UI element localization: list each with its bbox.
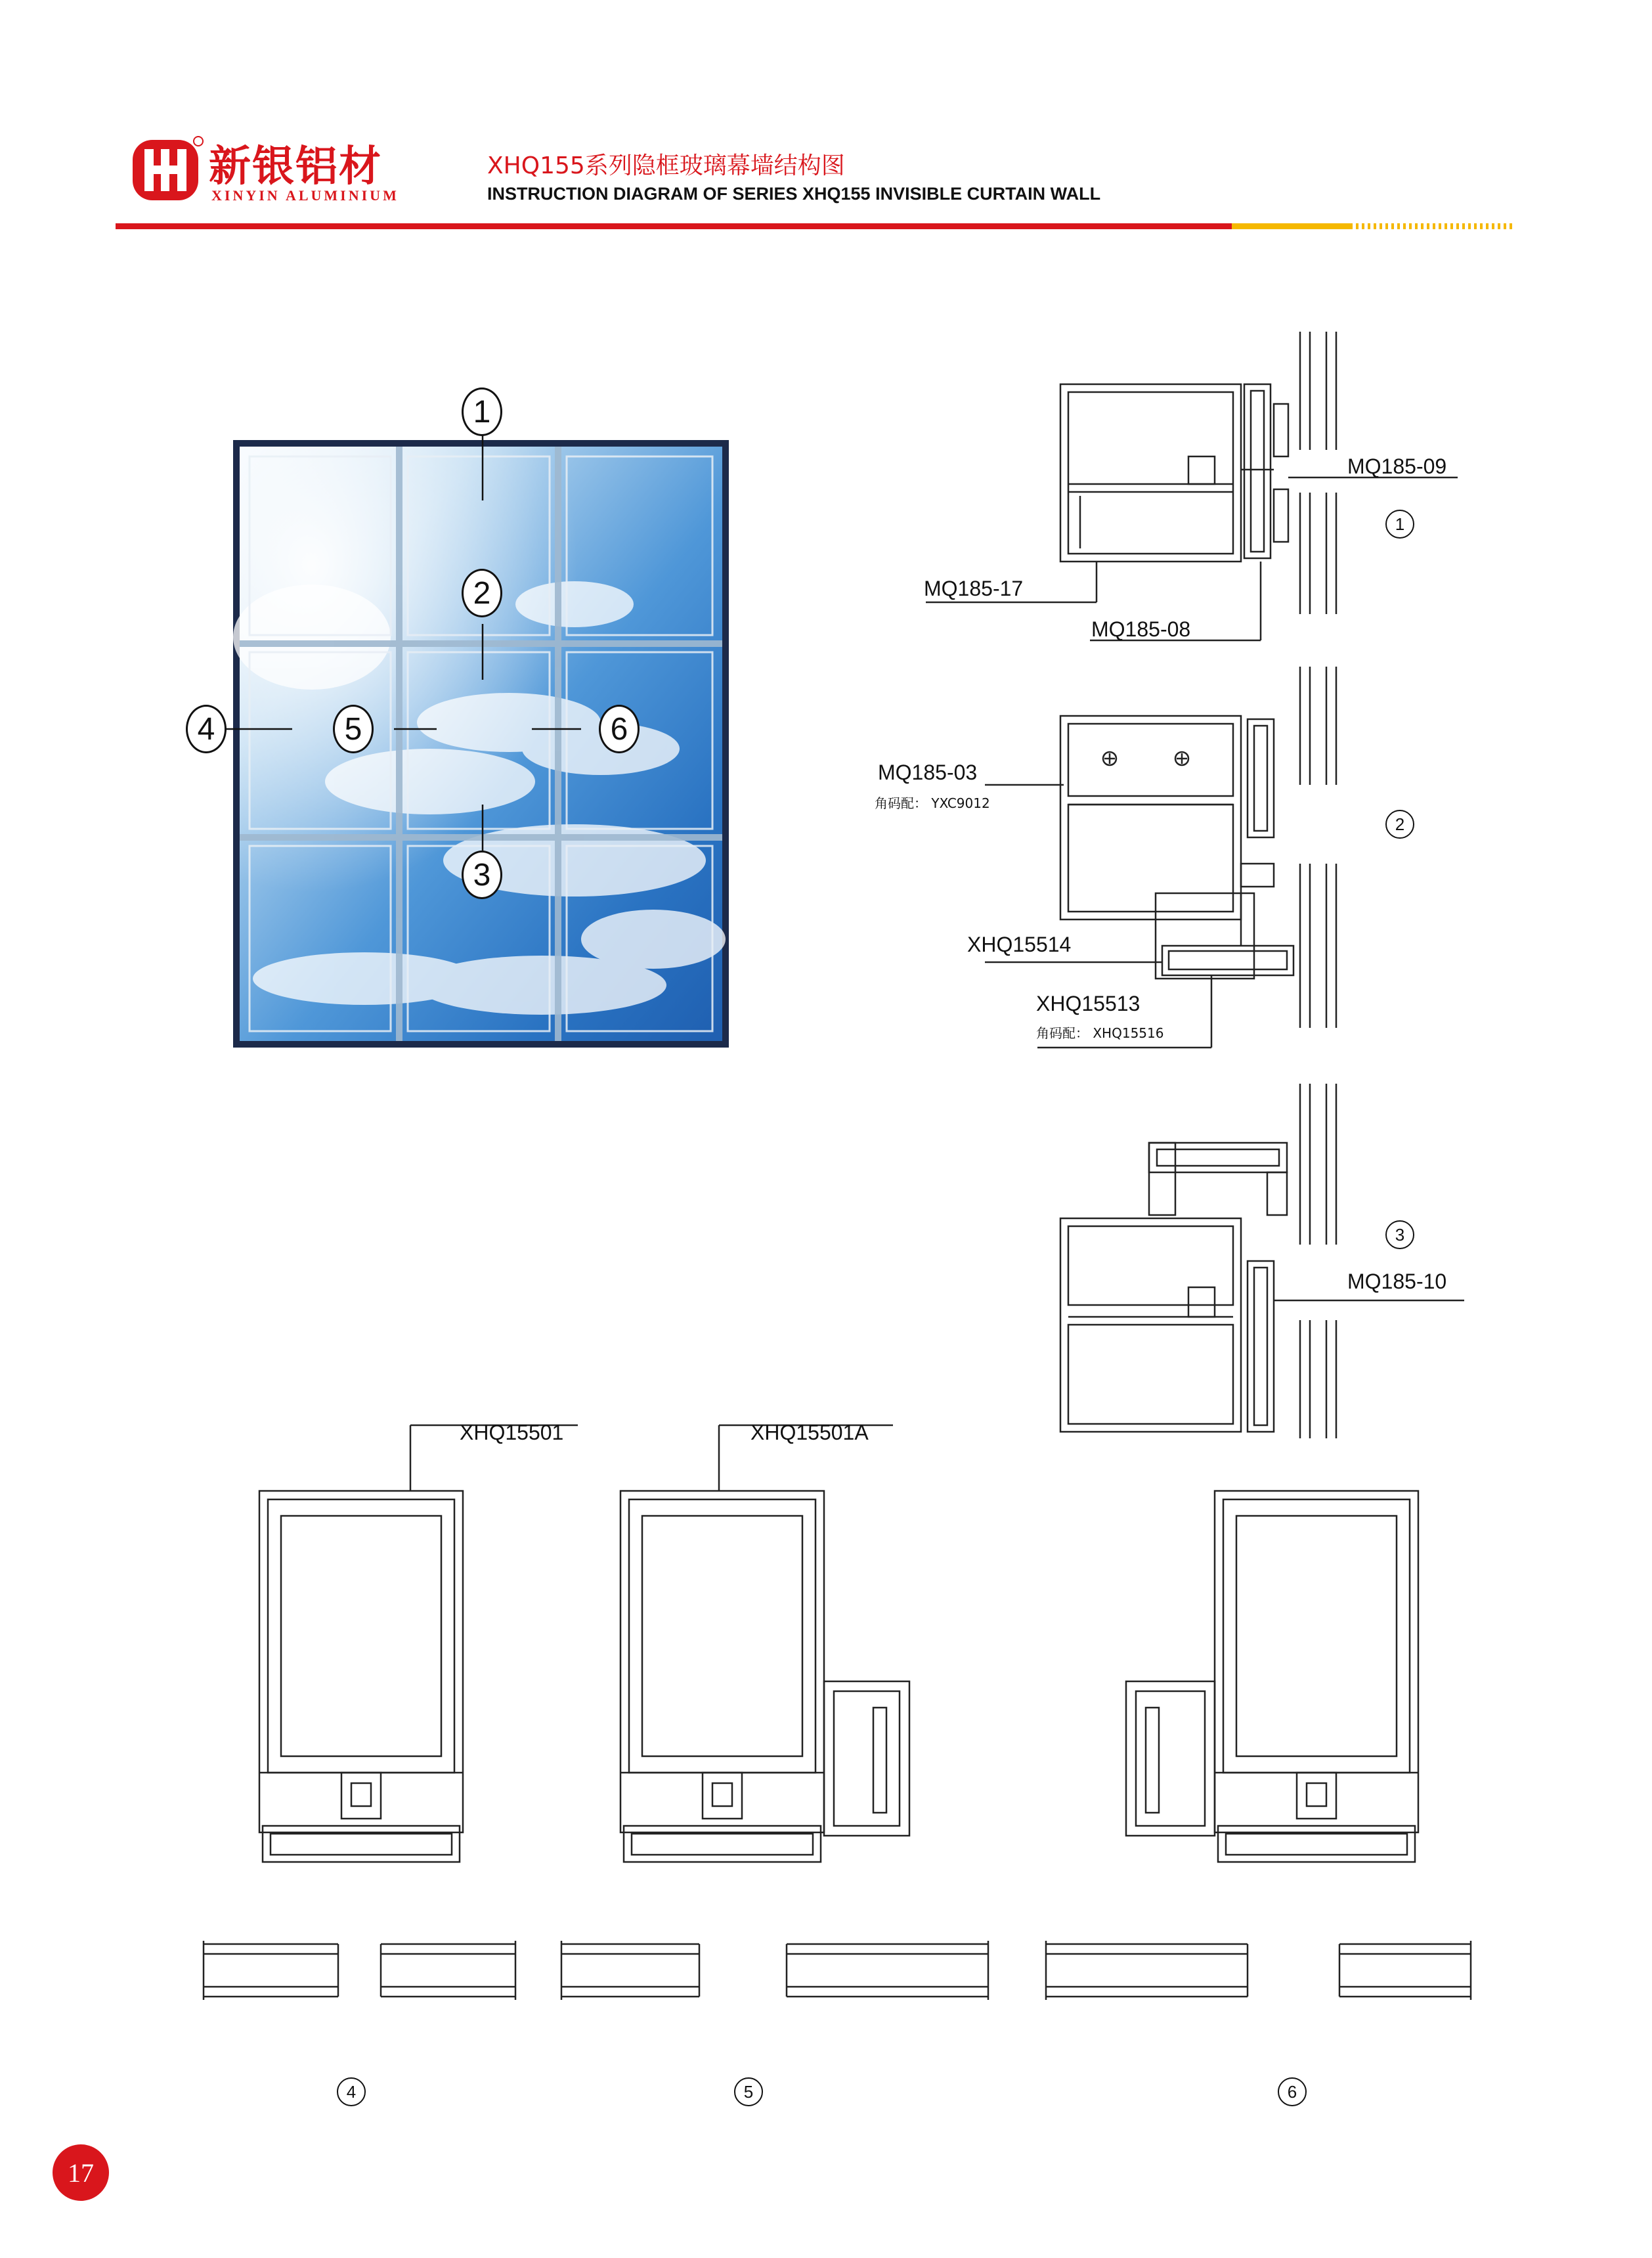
page-number-badge: 17 xyxy=(53,2144,109,2201)
section-4-drawing xyxy=(197,1425,538,1832)
label-xhq15514: XHQ15514 xyxy=(967,933,1072,956)
section-marker-2: 2 xyxy=(1385,810,1414,839)
label-mq185-10: MQ185-10 xyxy=(1347,1270,1447,1293)
label-xhq15501: XHQ15501 xyxy=(460,1421,564,1444)
section-2-drawing xyxy=(1051,667,1477,1034)
section-marker-1: 1 xyxy=(1385,510,1414,539)
section-marker-5: 5 xyxy=(734,2077,763,2106)
label-mq185-03: MQ185-03 xyxy=(878,761,978,784)
curtain-wall-elevation xyxy=(233,440,729,1048)
note-corner-connector-1: 角码配： YXC9012 xyxy=(875,795,990,811)
brand-name-en: XINYIN ALUMINIUM xyxy=(211,187,399,204)
header-rule-dots xyxy=(1350,223,1514,229)
elevation-marker-5: 5 xyxy=(333,705,374,753)
section-marker-6: 6 xyxy=(1278,2077,1307,2106)
page-title-cn: XHQ155系列隐框玻璃幕墙结构图 xyxy=(487,152,845,179)
label-mq185-08: MQ185-08 xyxy=(1091,617,1191,641)
section-marker-4: 4 xyxy=(337,2077,366,2106)
section-5-drawing xyxy=(591,1425,932,1832)
elevation-marker-6: 6 xyxy=(599,705,640,753)
label-mq185-17: MQ185-17 xyxy=(924,577,1024,600)
logo-emblem xyxy=(130,135,201,206)
elevation-marker-3: 3 xyxy=(462,851,502,899)
bottom-glass-strips xyxy=(197,1931,1484,2010)
section-6-drawing xyxy=(1116,1425,1458,1832)
label-mq185-09: MQ185-09 xyxy=(1347,454,1447,478)
brand-name-cn: 新银铝材 xyxy=(209,143,382,191)
label-xhq15513: XHQ15513 xyxy=(1036,992,1141,1015)
section-3-drawing xyxy=(1051,1084,1477,1451)
elevation-marker-1: 1 xyxy=(462,387,502,436)
label-xhq15501a: XHQ15501A xyxy=(750,1421,869,1444)
section-1-drawing xyxy=(1051,332,1477,634)
elevation-marker-4: 4 xyxy=(186,705,227,753)
elevation-marker-2: 2 xyxy=(462,569,502,617)
header-rule-red xyxy=(116,223,1232,229)
note-corner-connector-2: 角码配： XHQ15516 xyxy=(1036,1025,1164,1041)
header-rule-yellow xyxy=(1232,223,1350,229)
page-title-en: INSTRUCTION DIAGRAM OF SERIES XHQ155 INVISIBLE CURTAIN WALL xyxy=(487,184,1101,204)
section-marker-3: 3 xyxy=(1385,1220,1414,1249)
